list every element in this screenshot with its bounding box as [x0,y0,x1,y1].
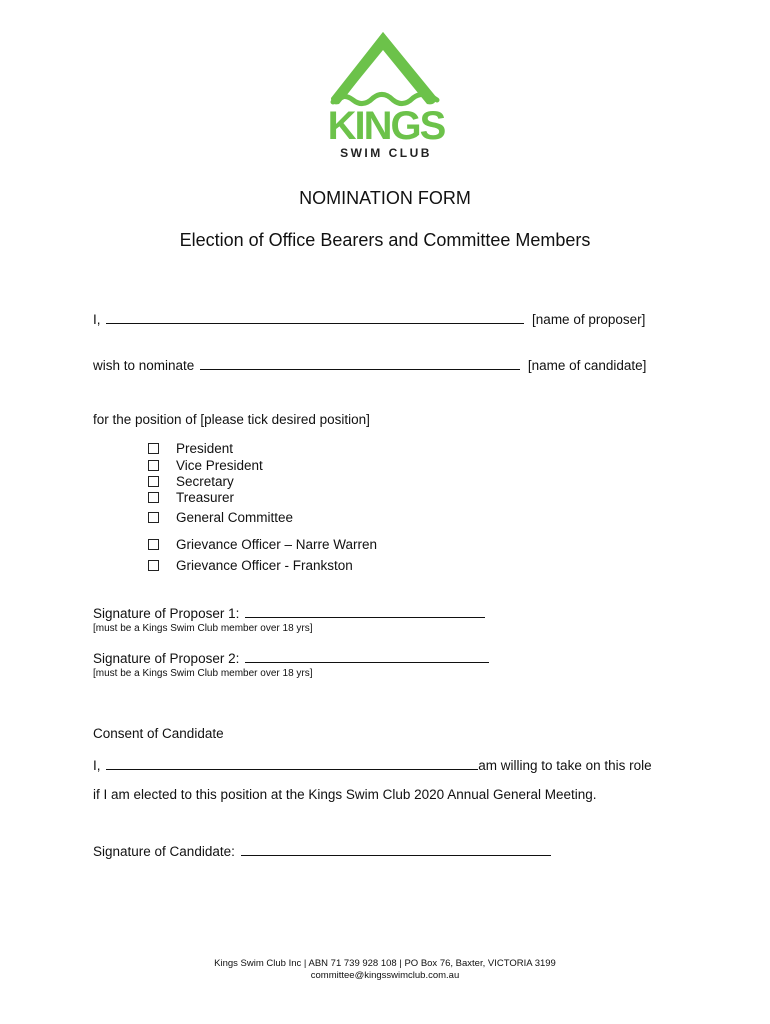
nominate-suffix: [name of candidate] [527,358,647,373]
proposer-row [93,311,645,327]
position-option-vice-president[interactable] [148,458,263,473]
form-title: NOMINATION FORM [299,188,471,208]
proposer-name-field[interactable] [106,311,524,324]
consent-continuation: if I am elected to this position at the Kings Swim Club 2020 Annual General Meeting. [93,787,597,802]
checkbox-icon[interactable] [148,476,159,487]
position-label: Vice President [176,458,263,473]
position-prompt: for the position of [please tick desired position] [93,412,370,427]
position-option-general-committee[interactable] [148,510,293,525]
proposer-suffix: [name of proposer] [532,312,646,327]
logo-subtitle: SWIM CLUB [340,146,432,160]
signature-proposer-1-field[interactable] [245,605,485,618]
checkbox-icon[interactable] [148,492,159,503]
checkbox-icon[interactable] [148,539,159,550]
form-subtitle: Election of Office Bearers and Committee Members [179,230,591,250]
position-option-treasurer[interactable] [148,490,234,505]
proposer-prefix: I, [93,312,101,327]
consent-name-field[interactable] [106,757,478,770]
signature-proposer-2-field[interactable] [245,650,489,663]
nominate-prefix: wish to nominate [93,358,195,373]
signature-proposer-1-row [93,605,489,621]
position-option-secretary[interactable] [148,474,234,489]
position-label: President [176,441,234,456]
footer-email[interactable]: committee@kingsswimclub.com.au [310,970,460,981]
checkbox-icon[interactable] [148,512,159,523]
consent-prefix: I, [93,758,101,773]
checkbox-icon[interactable] [148,460,159,471]
nominate-row [93,357,646,373]
position-label: Secretary [176,474,234,489]
signature-proposer-2-row [93,650,493,666]
position-label: General Committee [176,510,294,525]
signature-candidate-field[interactable] [241,843,551,856]
signature-proposer-1-label: Signature of Proposer 1: [93,606,240,621]
signature-proposer-2-note: [must be a Kings Swim Club member over 18 yrs] [93,668,313,679]
position-label: Treasurer [176,490,235,505]
consent-row [93,757,652,773]
checkbox-icon[interactable] [148,443,159,454]
checkbox-icon[interactable] [148,560,159,571]
position-option-president[interactable] [148,441,233,456]
position-label: Grievance Officer - Frankston [176,558,353,573]
footer [0,958,770,982]
signature-candidate-row [93,843,555,859]
consent-suffix: am willing to take on this role [478,758,652,773]
candidate-name-field[interactable] [200,357,520,370]
signature-proposer-2-label: Signature of Proposer 2: [93,651,240,666]
club-logo [325,28,447,160]
consent-heading: Consent of Candidate [93,726,224,741]
position-option-grievance-narre-warren[interactable] [148,537,377,552]
position-option-grievance-frankston[interactable] [148,558,353,573]
mountain-wave-logo-icon [325,28,447,108]
position-label: Grievance Officer – Narre Warren [176,537,378,552]
footer-address: Kings Swim Club Inc | ABN 71 739 928 108 | PO Box 76, Baxter, VICTORIA 3199 [214,958,556,969]
signature-candidate-label: Signature of Candidate: [93,844,235,859]
logo-wordmark: KINGS [327,104,445,148]
signature-proposer-1-note: [must be a Kings Swim Club member over 18 yrs] [93,623,313,634]
